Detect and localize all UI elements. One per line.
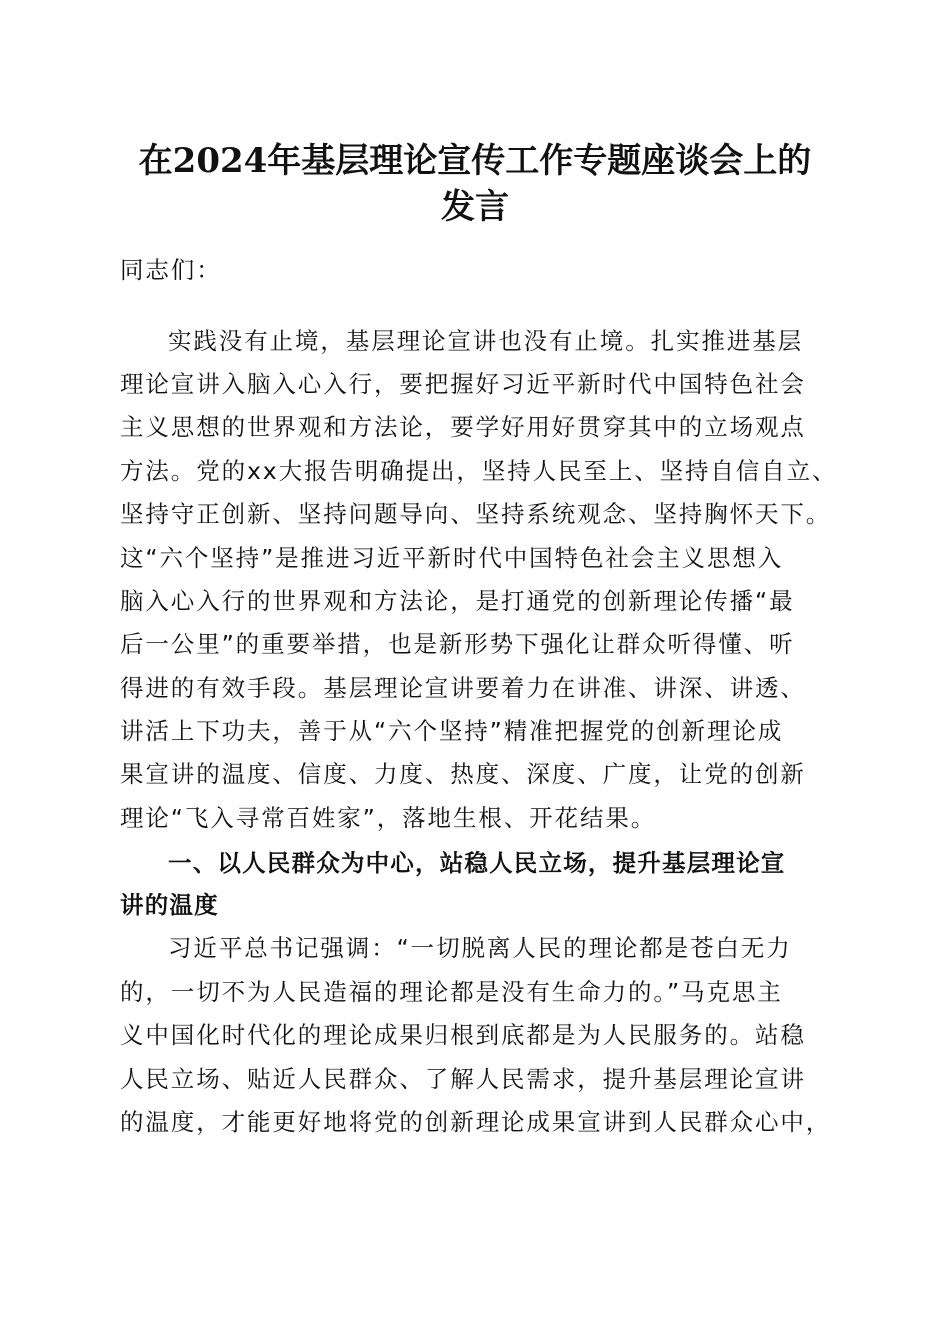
paragraph-line: 这“六个坚持”是推进习近平新时代中国特色社会主义思想入: [120, 544, 784, 572]
document-title-line-1: 在2024年基层理论宣传工作专题座谈会上的: [138, 141, 812, 181]
paragraph-line: 理论宣讲入脑入心入行，要把握好习近平新时代中国特色社会: [120, 370, 806, 398]
section-heading-line: 一、以人民群众为中心，站稳人民立场，提升基层理论宣: [168, 849, 786, 877]
paragraph-line: 讲活上下功夫，善于从“六个坚持”精准把握党的创新理论成: [120, 717, 784, 745]
paragraph-line: 方法。党的xx大报告明确提出，坚持人民至上、坚持自信自立、: [120, 457, 838, 485]
paragraph-line: 的温度，才能更好地将党的创新理论成果宣讲到人民群众心中，: [120, 1108, 832, 1136]
document-title-line-2: 发言: [441, 187, 509, 227]
paragraph-line: 果宣讲的温度、信度、力度、热度、深度、广度，让党的创新: [120, 760, 806, 788]
section-heading-line: 讲的温度: [120, 891, 219, 919]
paragraph-line: 义中国化时代化的理论成果归根到底都是为人民服务的。站稳: [120, 1021, 806, 1049]
paragraph-line: 人民立场、贴近人民群众、了解人民需求，提升基层理论宣讲: [120, 1065, 806, 1093]
paragraph-line: 实践没有止境，基层理论宣讲也没有止境。扎实推进基层: [168, 327, 803, 355]
paragraph-line: 主义思想的世界观和方法论，要学好用好贯穿其中的立场观点: [120, 413, 806, 441]
paragraph-line: 习近平总书记强调：“一切脱离人民的理论都是苍白无力: [168, 934, 792, 962]
paragraph-line: 后一公里”的重要举措，也是新形势下强化让群众听得懂、听: [120, 630, 795, 658]
paragraph-line: 脑入心入行的世界观和方法论，是打通党的创新理论传播“最: [120, 587, 795, 615]
paragraph-line: 理论“飞入寻常百姓家”，落地生根、开花结果。: [120, 804, 657, 832]
paragraph-line: 得进的有效手段。基层理论宣讲要着力在讲准、讲深、讲透、: [120, 674, 806, 702]
paragraph-line: 坚持守正创新、坚持问题导向、坚持系统观念、坚持胸怀天下。: [120, 500, 832, 528]
paragraph-line: 的，一切不为人民造福的理论都是没有生命力的。”马克思主: [120, 978, 783, 1006]
salutation: 同志们：: [120, 256, 222, 284]
